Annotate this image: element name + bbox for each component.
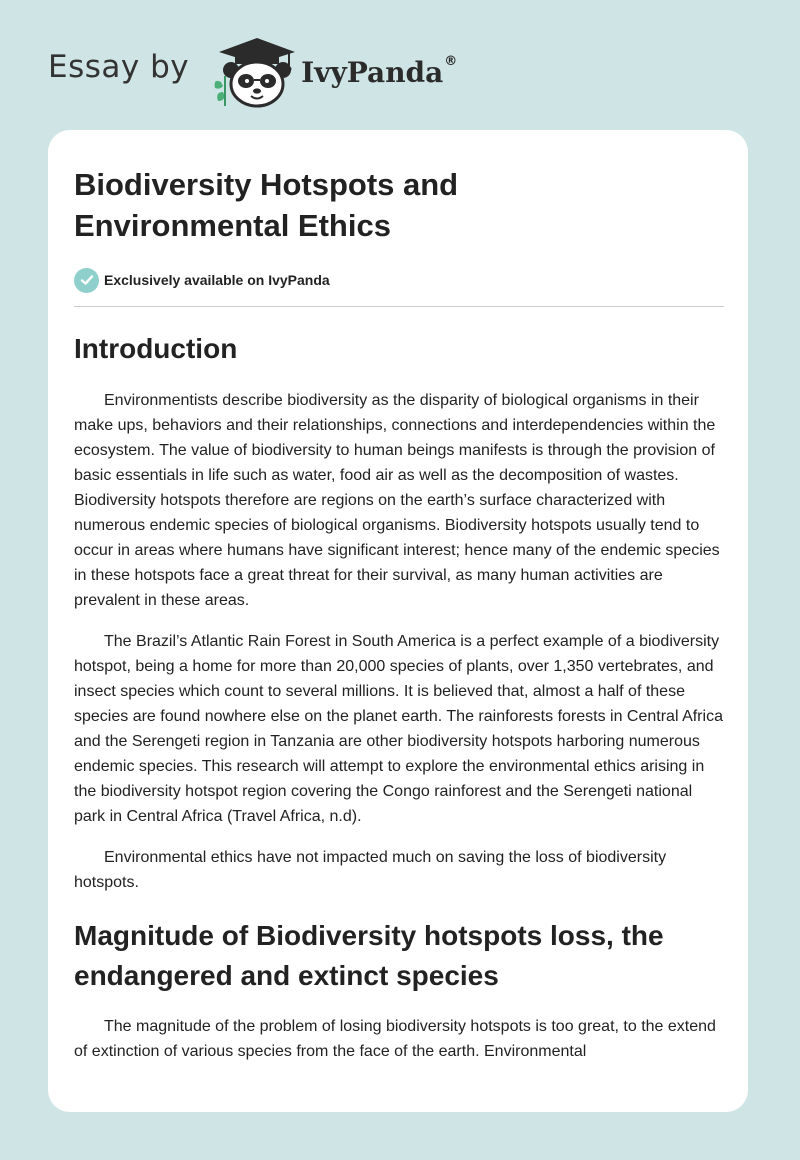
exclusive-badge-label: Exclusively available on IvyPanda (104, 272, 330, 288)
exclusive-badge (74, 266, 724, 294)
paragraph: The Brazil’s Atlantic Rain Forest in South America is a perfect example of a biodiversity hotspot, being a home for more than 20,000 species of plants, over 1,350 vertebrates, and insect species which count to several millions. It is believed that, almost a half of these species are found nowhere else on the planet earth. The rainforests forests in Central Africa and the Serengeti region in Tanzania are other biodiversity hotspots harboring numerous endemic species. This research will attempt to explore the environmental ethics arising in the biodiversity hotspot region covering the Congo rainforest and the Serengeti national park in Central Africa (Travel Africa, n.d). (74, 633, 723, 825)
essay-content (74, 164, 724, 1064)
site-header (48, 30, 457, 110)
paragraph: Environmentists describe biodiversity as the disparity of biological organisms in their make ups, behaviors and their relationships, connections and interdependencies within the ecosystem. The value of biodiversity to human beings manifests is through the provision of basic essentials in life such as water, food air as well as the decomposition of wastes. Biodiversity hotspots therefore are regions on the earth’s surface characterized with numerous endemic species of biological organisms. Biodiversity hotspots usually tend to occur in areas where humans have significant interest; hence many of the endemic species in these hotspots face a great threat for their survival, as many human activities are prevalent in these areas. (74, 392, 720, 609)
paragraph: The magnitude of the problem of losing biodiversity hotspots is too great, to the extend of extinction of various species from the face of the earth. Environmental (74, 1018, 716, 1060)
brand-name: IvyPanda® (301, 53, 458, 89)
title-divider (74, 306, 724, 307)
check-icon (74, 268, 99, 293)
section-heading-introduction: Introduction (74, 333, 238, 364)
section-heading-magnitude-line-1: Magnitude of Biodiversity hotspots loss, the (74, 920, 664, 951)
panda-graduate-icon[interactable] (207, 30, 297, 110)
paragraph: Environmental ethics have not impacted much on saving the loss of biodiversity hotspots. (74, 849, 667, 891)
registered-mark: ® (444, 53, 458, 69)
essay-title-line-1: Biodiversity Hotspots and (74, 167, 459, 202)
essay-title (74, 164, 724, 246)
section-heading-magnitude-line-2: endangered and extinct species (74, 960, 499, 991)
essay-by-label: Essay by (48, 49, 190, 85)
essay-title-line-2: Environmental Ethics (74, 208, 391, 243)
essay-card (48, 130, 748, 1112)
section-heading-magnitude (74, 916, 724, 996)
